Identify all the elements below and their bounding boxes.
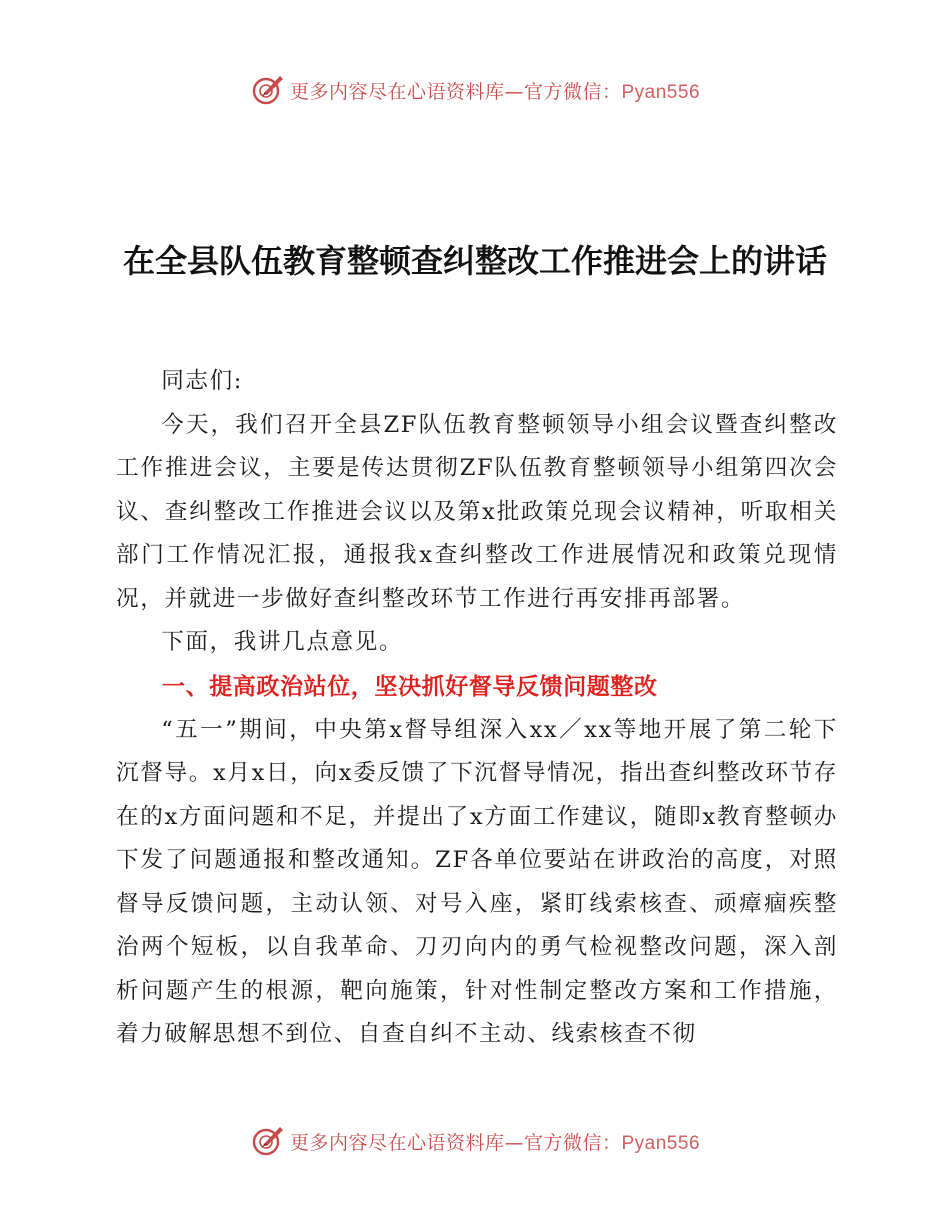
section-1-paragraph: “五一”期间，中央第x督导组深入xx／xx等地开展了第二轮下沉督导。x月x日，向x委反馈了下沉督导情况，指出查纠整改环节存在的x方面问题和不足，并提出了x方面工作建议，随即x教育整顿办下发了问题通报和整改通知。ZF各单位要站在讲政治的高度，对照督导反馈问题，主动认领、对号入座，紧盯线索核查、顽瘴痼疾整治两个短板，以自我革命、刀刃向内的勇气检视整改问题，深入剖析问题产生的根源，靶向施策，针对性制定整改方案和工作措施，着力破解思想不到位、自查自纠不主动、线索核查不彻 xyxy=(116,716,838,1047)
section-heading-1: 一、提高政治站位，坚决抓好督导反馈问题整改 xyxy=(162,673,658,700)
paragraph-transition: 下面，我讲几点意见。 xyxy=(161,629,404,655)
paragraph-intro: 今天，我们召开全县ZF队伍教育整顿领导小组会议暨查纠整改工作推进会议，主要是传达贯彻ZF队伍教育整顿领导小组第四次会议、查纠整改工作推进会议以及第x批政策兑现会议精神，听取相关部门工作情况汇报，通报我x查纠整改工作进展情况和政策兑现情况，并就进一步做好查纠整改环节工作进行再安排再部署。 xyxy=(116,411,838,612)
banner-wechat-id: Pyan556 xyxy=(621,81,701,103)
banner-text: 更多内容尽在心语资料库—官方微信：Pyan556 xyxy=(289,80,701,103)
header-watermark-banner xyxy=(0,70,950,110)
footer-watermark-banner xyxy=(0,1121,950,1161)
salutation: 同志们: xyxy=(161,368,243,394)
document-body xyxy=(116,360,838,1057)
quill-logo-icon xyxy=(250,72,286,108)
quill-logo-icon xyxy=(250,1123,286,1159)
banner-wechat-id: Pyan556 xyxy=(621,1132,701,1154)
document-title: 在全县队伍教育整顿查纠整改工作推进会上的讲话 xyxy=(122,242,827,280)
banner-text: 更多内容尽在心语资料库—官方微信：Pyan556 xyxy=(289,1131,701,1154)
